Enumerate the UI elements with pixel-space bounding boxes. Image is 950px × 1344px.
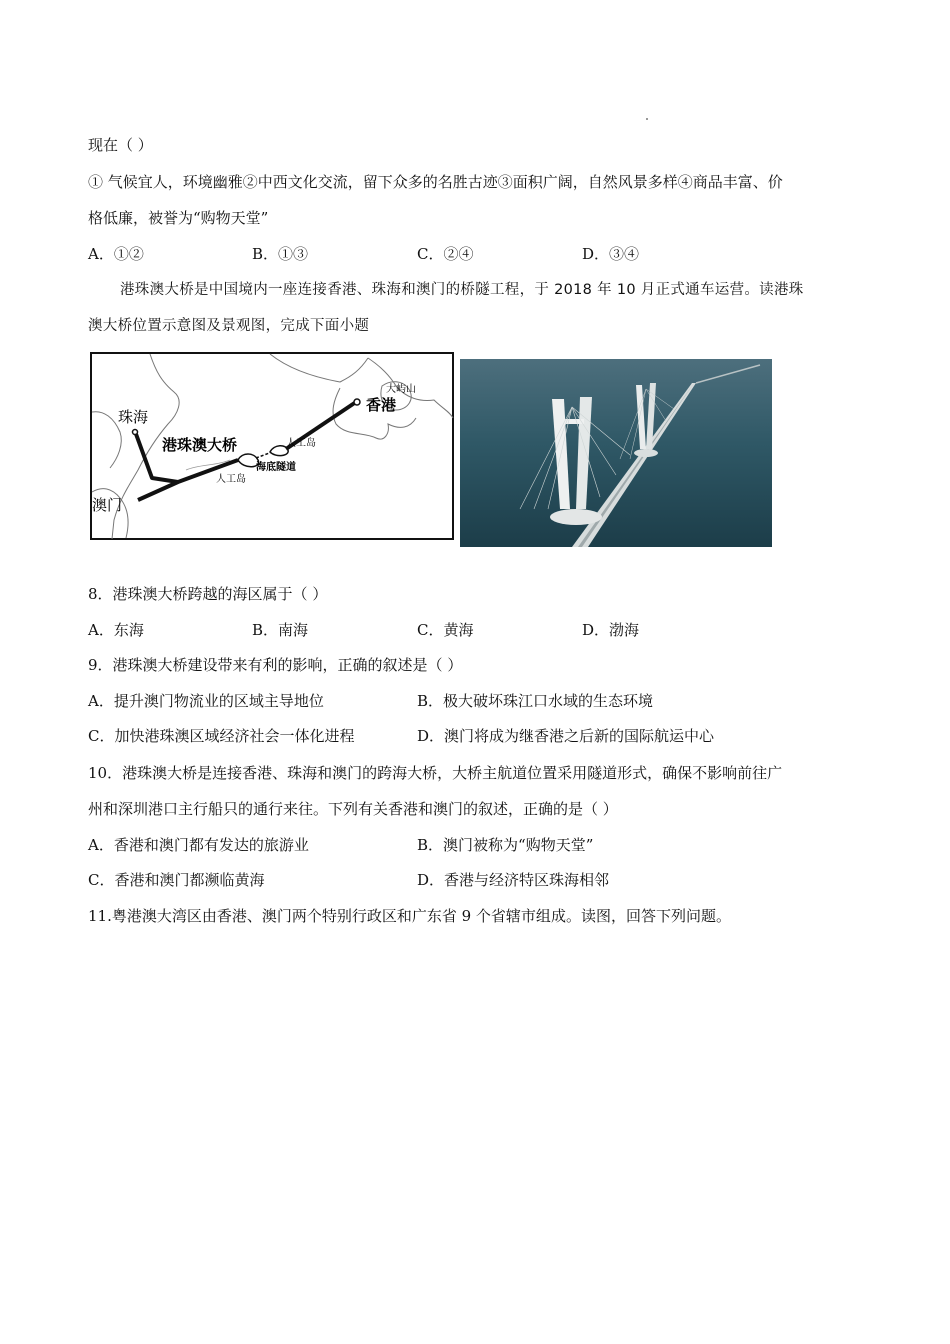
near-pier-base [550,509,602,525]
q10-option-b[interactable]: B．澳门被称为“购物天堂” [417,836,594,854]
q9-option-d[interactable]: D．澳门将成为继香港之后新的国际航运中心 [417,727,715,745]
q7-statements-line1: ① 气候宜人，环境幽雅②中西文化交流，留下众多的名胜古迹③面积广阔，自然风景多样④商品丰富、价 [88,173,783,191]
q7-statements-line2: 格低廉，被誉为“购物天堂” [88,209,269,227]
q7-stem-tail: 现在（ ） [88,136,153,154]
q7-option-c[interactable]: C．②④ [417,245,474,263]
label-zhuhai: 珠海 [118,408,149,426]
q9-option-c[interactable]: C．加快港珠澳区域经济社会一体化进程 [88,727,355,745]
label-lantau: 大屿山 [386,384,416,395]
q11-stem: 11.粤港澳大湾区由香港、澳门两个特别行政区和广东省 9 个省辖市组成。读图，回答下列问题。 [88,907,731,925]
q7-option-d[interactable]: D．③④ [582,245,640,263]
label-bridge: 港珠澳大桥 [162,436,238,454]
q10-option-c[interactable]: C．香港和澳门都濒临黄海 [88,871,265,889]
far-pier-base [634,449,658,457]
q8-stem: 8．港珠澳大桥跨越的海区属于（ ） [88,585,328,603]
q10-option-d[interactable]: D．香港与经济特区珠海相邻 [417,871,610,889]
sea-background [460,359,772,547]
bridge-location-map [90,352,454,540]
bridge-photo [460,359,772,547]
label-tunnel: 海底隧道 [256,462,296,473]
q8-option-c[interactable]: C．黄海 [417,621,474,639]
scan-dot [646,118,648,120]
label-island-east: 人工岛 [286,438,316,449]
map-frame [91,353,453,539]
intro-line2: 澳大桥位置示意图及景观图，完成下面小题 [88,318,370,334]
hongkong-terminus [354,399,360,405]
intro-line1: 港珠澳大桥是中国境内一座连接香港、珠海和澳门的桥隧工程，于 2018 年 10 月正式通车运营。读港珠 [120,282,804,298]
label-hongkong: 香港 [366,396,397,414]
q7-option-a[interactable]: A．①② [88,245,144,263]
q9-option-a[interactable]: A．提升澳门物流业的区域主导地位 [88,692,324,710]
q8-option-a[interactable]: A．东海 [88,621,144,639]
q8-option-b[interactable]: B．南海 [252,621,309,639]
q9-option-b[interactable]: B．极大破坏珠江口水域的生态环境 [417,692,654,710]
q7-option-b[interactable]: B．①③ [252,245,309,263]
q8-option-d[interactable]: D．渤海 [582,621,640,639]
label-island-west: 人工岛 [216,474,246,485]
q10-option-a[interactable]: A．香港和澳门都有发达的旅游业 [88,836,309,854]
label-macau: 澳门 [92,496,123,514]
q10-stem-line1: 10．港珠澳大桥是连接香港、珠海和澳门的跨海大桥，大桥主航道位置采用隧道形式，确保不影响前往广 [88,764,783,782]
q9-stem: 9．港珠澳大桥建设带来有利的影响，正确的叙述是（ ） [88,656,463,674]
zhuhai-terminus [133,430,138,435]
q10-stem-line2: 州和深圳港口主行船只的通行来往。下列有关香港和澳门的叙述，正确的是（ ） [88,800,618,818]
